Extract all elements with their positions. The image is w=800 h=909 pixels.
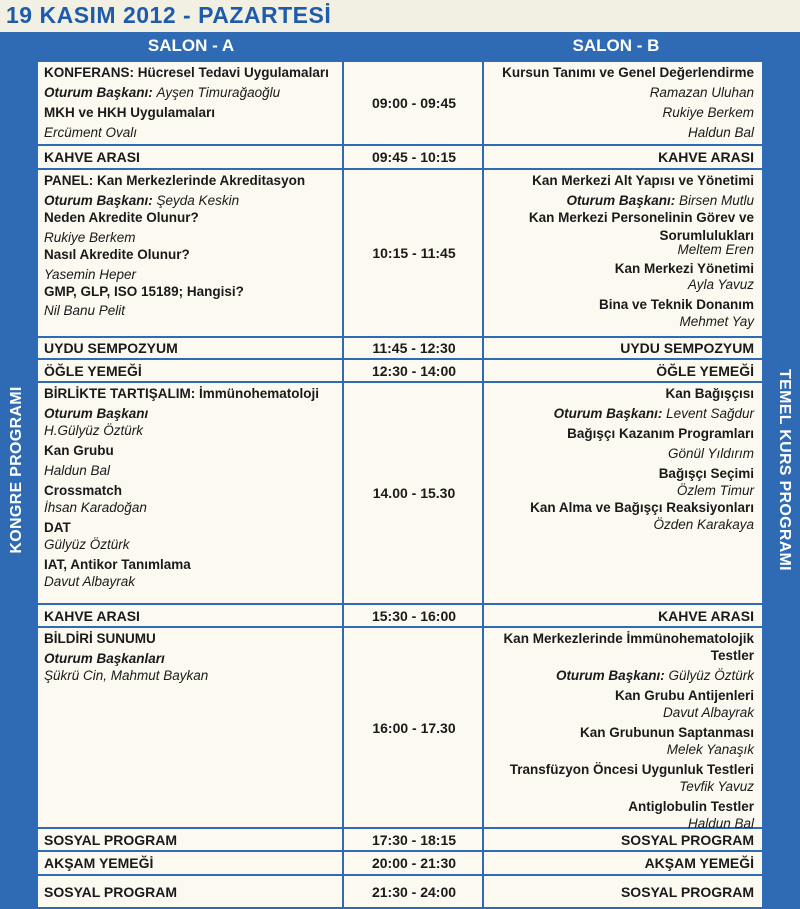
session-title: Kan Merkezlerinde İmmünohematolojik bbox=[503, 631, 754, 646]
speaker-name: Ercüment Ovalı bbox=[44, 125, 138, 140]
speaker-name: Haldun Bal bbox=[687, 125, 754, 140]
speaker-name: Melek Yanaşık bbox=[666, 742, 754, 757]
speaker-name: Şükrü Cin, Mahmut Baykan bbox=[44, 668, 209, 683]
session-chair bbox=[44, 193, 239, 209]
speaker-name: İhsan Karadoğan bbox=[44, 500, 147, 515]
session-title: Kan Merkezi Personelinin Görev ve bbox=[528, 210, 754, 225]
salon-b-cell bbox=[454, 829, 754, 850]
session-label: SOSYAL PROGRAM bbox=[620, 883, 754, 900]
session-title: Kan Grubu Antijenleri bbox=[614, 688, 754, 703]
time-slot: 17:30 - 18:15 bbox=[371, 831, 457, 848]
salon-a-cell bbox=[44, 170, 344, 336]
session-title: Kan Merkezi Alt Yapısı ve Yönetimi bbox=[532, 173, 754, 188]
salon-b-cell bbox=[454, 360, 754, 381]
chair-label: Oturum Başkanı: bbox=[566, 193, 679, 208]
session-label: UYDU SEMPOZYUM bbox=[44, 340, 178, 356]
salon-b-cell bbox=[454, 62, 754, 144]
left-side-label: KONGRE PROGRAMI bbox=[8, 386, 25, 554]
session-title: MKH ve HKH Uygulamaları bbox=[44, 105, 216, 120]
time-slot: 15:30 - 16:00 bbox=[371, 607, 457, 624]
salon-a-cell bbox=[44, 62, 344, 144]
speaker-name: Haldun Bal bbox=[44, 463, 111, 478]
session-label: SOSYAL PROGRAM bbox=[44, 831, 178, 848]
session-title: Kursun Tanımı ve Genel Değerlendirme bbox=[502, 65, 754, 80]
schedule-row bbox=[38, 829, 762, 852]
session-title: PANEL: Kan Merkezlerinde Akreditasyon bbox=[44, 173, 306, 188]
session-label: ÖĞLE YEMEĞİ bbox=[656, 362, 754, 379]
session-title: GMP, GLP, ISO 15189; Hangisi? bbox=[44, 284, 244, 299]
session-title: Sorumlulukları bbox=[659, 228, 754, 243]
session-chair bbox=[566, 193, 754, 209]
session-title: Kan Grubunun Saptanması bbox=[579, 725, 754, 740]
session-label: AKŞAM YEMEĞİ bbox=[644, 855, 754, 871]
schedule-row bbox=[38, 338, 762, 360]
time-slot: 12:30 - 14:00 bbox=[371, 362, 457, 379]
speaker-name: H.Gülyüz Öztürk bbox=[44, 423, 144, 438]
speaker-name: Haldun Bal bbox=[687, 816, 754, 831]
chair-name: Şeyda Keskin bbox=[156, 193, 240, 208]
session-label: KAHVE ARASI bbox=[44, 607, 140, 624]
salon-a-cell bbox=[44, 829, 344, 850]
salon-b-cell bbox=[454, 338, 754, 358]
session-label: SOSYAL PROGRAM bbox=[44, 883, 178, 900]
session-label: KAHVE ARASI bbox=[658, 607, 754, 624]
salon-a-header: SALON - A bbox=[147, 36, 235, 55]
speaker-name: Rukiye Berkem bbox=[44, 230, 136, 245]
speaker-name: Özden Karakaya bbox=[653, 517, 754, 532]
session-title: Bina ve Teknik Donanım bbox=[598, 297, 754, 312]
schedule-table bbox=[38, 62, 762, 909]
session-label: UYDU SEMPOZYUM bbox=[620, 340, 754, 356]
time-slot: 16:00 - 17.30 bbox=[372, 719, 456, 736]
chair-label: Oturum Başkanı: bbox=[44, 193, 157, 208]
salon-b-cell bbox=[454, 605, 754, 626]
schedule-row bbox=[38, 605, 762, 628]
session-title: Crossmatch bbox=[44, 483, 123, 498]
session-title: Oturum Başkanları bbox=[44, 651, 165, 666]
chair-label: Oturum Başkanı: bbox=[553, 406, 667, 421]
chair-label: Oturum Başkanı: bbox=[555, 668, 669, 683]
session-title: IAT, Antikor Tanımlama bbox=[44, 557, 191, 572]
time-slot: 10:15 - 11:45 bbox=[372, 245, 456, 261]
salon-b-cell bbox=[454, 628, 754, 831]
speaker-name: Nil Banu Pelit bbox=[44, 303, 126, 318]
page-title: 19 KASIM 2012 - PAZARTESİ bbox=[0, 0, 800, 34]
session-title: Kan Grubu bbox=[44, 443, 114, 458]
speaker-name: Ramazan Uluhan bbox=[649, 85, 754, 100]
speaker-name: Meltem Eren bbox=[677, 242, 754, 257]
schedule-row bbox=[38, 360, 762, 383]
session-title: KONFERANS: Hücresel Tedavi Uygulamaları bbox=[44, 65, 329, 80]
session-label: AKŞAM YEMEĞİ bbox=[44, 855, 154, 871]
speaker-name: Gönül Yıldırım bbox=[667, 446, 754, 461]
session-label: KAHVE ARASI bbox=[658, 149, 754, 165]
speaker-name: Mehmet Yay bbox=[679, 314, 754, 329]
schedule-row bbox=[38, 852, 762, 876]
session-title: DAT bbox=[44, 520, 71, 535]
time-slot: 21:30 - 24:00 bbox=[371, 883, 457, 900]
salon-b-cell bbox=[454, 876, 754, 907]
session-title: Antiglobulin Testler bbox=[628, 799, 754, 814]
session-label: SOSYAL PROGRAM bbox=[620, 831, 754, 848]
salon-b-header: SALON - B bbox=[572, 36, 660, 55]
session-title: Kan Bağışçısı bbox=[665, 386, 754, 401]
speaker-name: Ayla Yavuz bbox=[687, 277, 754, 292]
salon-a-cell bbox=[44, 876, 344, 907]
chair-label: Oturum Başkanı: bbox=[44, 85, 157, 100]
schedule-row bbox=[38, 876, 762, 909]
session-chair bbox=[554, 406, 754, 422]
session-title: Kan Merkezi Yönetimi bbox=[614, 261, 754, 276]
salon-a-cell bbox=[44, 338, 344, 358]
right-side-label: TEMEL KURS PROGRAMI bbox=[776, 369, 793, 571]
session-title: Oturum Başkanı bbox=[44, 406, 149, 421]
schedule-row bbox=[38, 62, 762, 146]
time-slot: 20:00 - 21:30 bbox=[371, 855, 457, 871]
speaker-name: Yasemin Heper bbox=[44, 267, 137, 282]
session-title: Nasıl Akredite Olunur? bbox=[44, 247, 190, 262]
time-slot: 11:45 - 12:30 bbox=[372, 340, 456, 356]
speaker-name: Özlem Timur bbox=[676, 483, 754, 498]
schedule-row bbox=[38, 383, 762, 605]
time-slot: 14.00 - 15.30 bbox=[372, 485, 456, 501]
session-title: Bağışçı Kazanım Programları bbox=[567, 426, 754, 441]
schedule-row bbox=[38, 146, 762, 170]
time-slot: 09:45 - 10:15 bbox=[371, 149, 457, 165]
session-title: Neden Akredite Olunur? bbox=[44, 210, 199, 225]
salon-b-cell bbox=[454, 146, 754, 168]
speaker-name: Davut Albayrak bbox=[662, 705, 754, 720]
speaker-name: Davut Albayrak bbox=[44, 574, 136, 589]
speaker-name: Rukiye Berkem bbox=[662, 105, 754, 120]
salon-a-cell bbox=[44, 383, 344, 603]
schedule-row bbox=[38, 170, 762, 338]
salon-a-cell bbox=[44, 360, 344, 381]
chair-name: Ayşen Timurağaoğlu bbox=[156, 85, 281, 100]
session-title: Testler bbox=[710, 648, 754, 663]
salon-b-cell bbox=[454, 383, 754, 603]
salon-a-cell bbox=[44, 628, 344, 827]
session-title: Kan Alma ve Bağışçı Reaksiyonları bbox=[530, 500, 754, 515]
session-label: KAHVE ARASI bbox=[44, 149, 140, 165]
salon-a-cell bbox=[44, 852, 344, 874]
session-title: BİLDİRİ SUNUMU bbox=[44, 631, 156, 646]
session-title: Bağışçı Seçimi bbox=[658, 466, 754, 481]
chair-name: Levent Sağdur bbox=[666, 406, 754, 421]
session-chair bbox=[556, 668, 754, 684]
time-slot: 09:00 - 09:45 bbox=[371, 95, 457, 111]
speaker-name: Gülyüz Öztürk bbox=[44, 537, 130, 552]
schedule-row bbox=[38, 628, 762, 829]
session-title: BİRLİKTE TARTIŞALIM: İmmünohematoloji bbox=[44, 386, 319, 401]
chair-name: Gülyüz Öztürk bbox=[668, 668, 754, 683]
salon-b-cell bbox=[454, 170, 754, 336]
salon-b-cell bbox=[454, 852, 754, 874]
salon-a-cell bbox=[44, 605, 344, 626]
session-label: ÖĞLE YEMEĞİ bbox=[44, 362, 142, 379]
speaker-name: Tevfik Yavuz bbox=[679, 779, 754, 794]
chair-name: Birsen Mutlu bbox=[678, 193, 754, 208]
session-chair bbox=[44, 85, 280, 101]
salon-a-cell bbox=[44, 146, 344, 168]
session-title: Transfüzyon Öncesi Uygunluk Testleri bbox=[509, 762, 754, 777]
